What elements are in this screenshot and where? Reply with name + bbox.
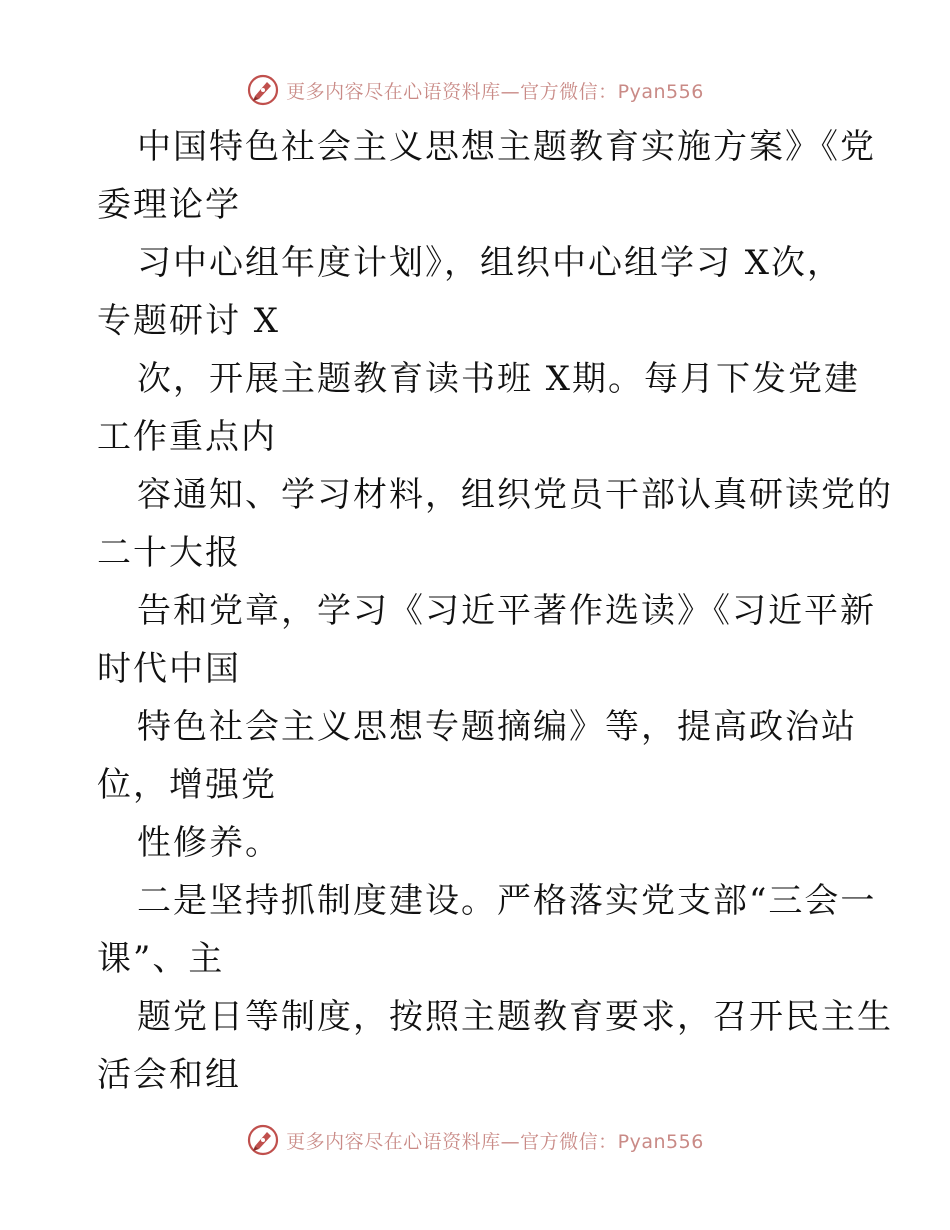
- text-line: 性修养。: [137, 823, 281, 863]
- header-watermark: [0, 70, 950, 110]
- text-line: 课”、主: [97, 939, 225, 979]
- text-line: 特色社会主义思想专题摘编》等，提高政治站: [137, 707, 857, 747]
- pen-circle-logo-icon: [246, 73, 280, 107]
- text-line: 二是坚持抓制度建设。严格落实党支部“三会一: [137, 881, 877, 921]
- footer-watermark: [0, 1120, 950, 1160]
- body-text: [97, 118, 893, 1104]
- text-line: 告和党章，学习《习近平著作选读》《习近平新: [137, 591, 876, 631]
- text-line: 位，增强党: [97, 765, 277, 805]
- text-line: 专题研讨 X: [97, 301, 281, 341]
- text-line: 二十大报: [97, 533, 241, 573]
- text-line: 工作重点内: [97, 417, 277, 457]
- text-line: 容通知、学习材料，组织党员干部认真研读党的: [137, 475, 893, 515]
- pen-circle-logo-icon: [246, 1123, 280, 1157]
- text-line: 习中心组年度计划》，组织中心组学习 X次，: [137, 243, 844, 283]
- text-line: 委理论学: [97, 185, 241, 225]
- text-line: 次，开展主题教育读书班 X期。每月下发党建: [137, 359, 861, 399]
- watermark-text: 更多内容尽在心语资料库—官方微信：Pyan556: [286, 80, 704, 103]
- text-line: 中国特色社会主义思想主题教育实施方案》《党: [137, 127, 876, 167]
- text-line: 题党日等制度，按照主题教育要求，召开民主生: [137, 997, 893, 1037]
- watermark-text: 更多内容尽在心语资料库—官方微信：Pyan556: [286, 1130, 704, 1153]
- text-line: 时代中国: [97, 649, 241, 689]
- text-line: 活会和组: [97, 1055, 241, 1095]
